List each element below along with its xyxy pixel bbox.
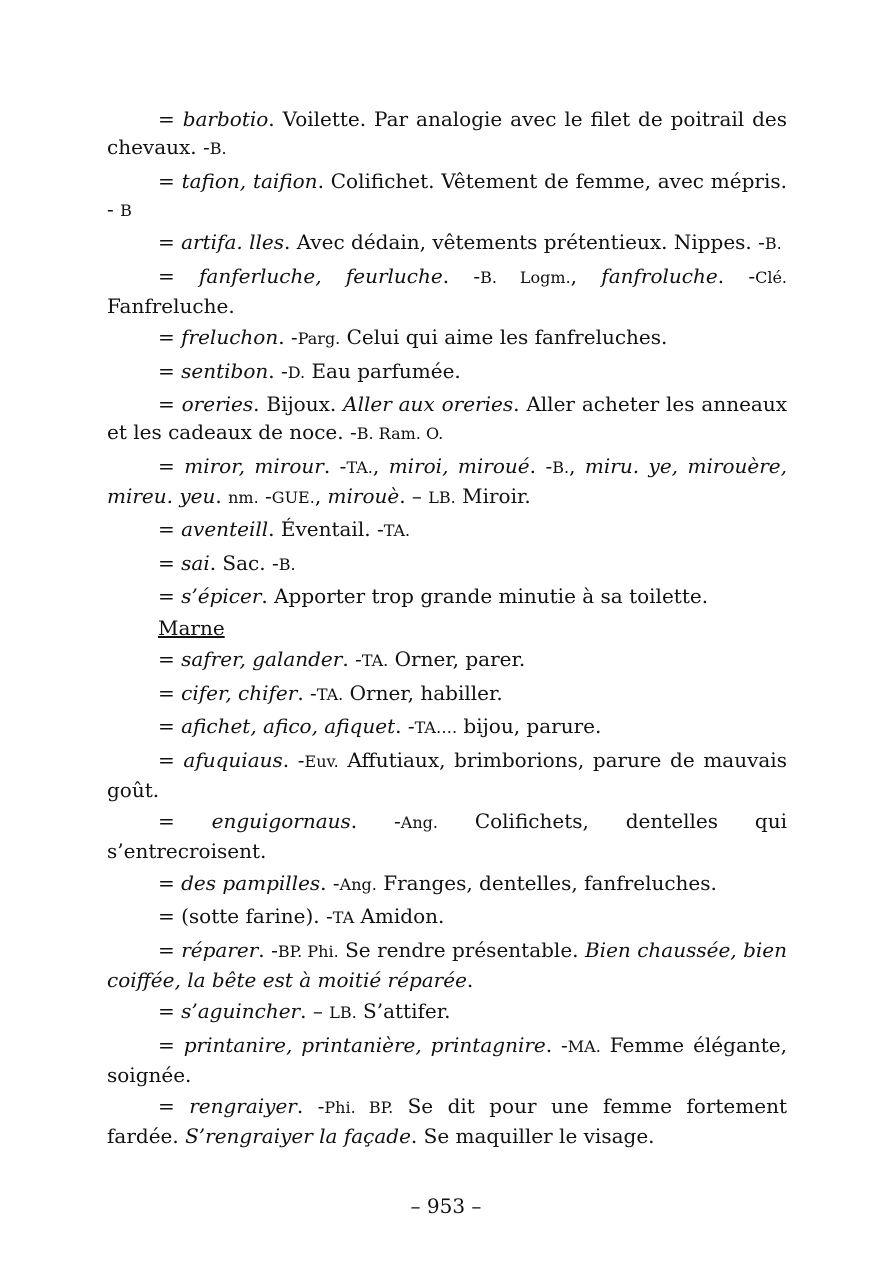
entry-text: = [158,517,182,541]
entry-source-abbrev: B [120,200,132,220]
entry-text: . - [350,809,401,833]
dictionary-entry [107,582,787,610]
entry-source-abbrev: TA. [316,684,344,704]
entry-text: . Se maquiller le visage. [410,1124,655,1148]
entry-text: Miroir. [455,483,531,508]
dictionary-entry [107,902,787,932]
entry-italic-text: rengraiyer [189,1094,297,1118]
entry-text: , [569,453,585,478]
entry-italic-text: S’rengraiyer la façade [185,1124,411,1148]
entry-italic-text: freluchon [181,325,279,349]
entry-source-abbrev: B. Logm. [480,267,571,287]
entry-text: bijou, parure. [457,714,602,738]
entry-text: Franges, dentelles, fanfreluches. [376,870,717,895]
entry-text: = [158,584,182,608]
entry-italic-text: oreries [181,392,254,416]
entry-text: . - [296,1094,325,1118]
entry-text: . Aller acheter les anneaux et les cadeaux de noce. - [107,392,787,444]
entry-text: . - [320,870,340,895]
entry-text: S’attifer. [356,999,451,1023]
dictionary-entry [107,936,787,994]
entry-text: . - [297,680,317,705]
dictionary-text-block [107,105,787,1154]
entry-text: , [570,263,602,288]
entry-text: . - [395,714,415,738]
entry-text: - [258,483,272,508]
entry-italic-text: sentibon [181,358,269,383]
entry-text: . – [399,483,429,508]
entry-source-abbrev: BP. Phi. [277,941,339,961]
dictionary-entry [107,390,787,448]
dictionary-entry [107,997,787,1027]
entry-text: , [314,483,328,508]
entry-text: = [158,263,200,288]
entry-italic-text: cifer, chifer [181,680,298,705]
entry-text: = [158,1094,190,1118]
entry-text: = [158,714,182,738]
entry-source-abbrev: nm. [228,487,259,507]
entry-italic-text: Bien chaussée, bien coiffée, la bête est à moitié réparée [107,937,788,992]
dictionary-entry [107,1092,787,1150]
entry-italic-text: réparer [181,937,259,962]
dictionary-entry [107,869,787,899]
entry-text: Eau parfumée. [305,358,461,383]
entry-text: . - [442,263,481,288]
dictionary-entry [107,515,787,545]
entry-source-abbrev: MA. [567,1036,601,1056]
entry-text: = [158,937,182,962]
entry-source-abbrev: B. [209,139,227,158]
dictionary-entry [107,549,787,579]
entry-source-abbrev: Clé. [755,267,787,287]
entry-text: . Bijoux. [253,392,344,416]
entry-text: . Colifichet. Vêtement de femme, avec mépris. - [107,168,787,221]
entry-italic-text: s’aguincher [181,999,301,1023]
entry-text: . [466,967,474,992]
dictionary-entry [107,262,787,320]
entry-text: = [158,392,182,416]
dictionary-entry [107,228,787,258]
entry-text: . - [258,937,278,962]
entry-text: Fanfreluche. [107,293,235,318]
dictionary-entry [107,807,787,865]
entry-source-abbrev: B. [278,554,296,574]
entry-text: Femme élégante, soignée. [107,1032,787,1087]
entry-italic-text: des pampilles [181,870,321,895]
page-number: – 953 – [410,1194,482,1218]
entry-text: = [158,680,182,705]
entry-source-abbrev: Phi. BP. [324,1098,394,1117]
entry-text: . - [342,647,362,671]
section-heading [107,614,787,642]
entry-italic-text: mirouè [327,483,400,508]
entry-text: . - [529,453,553,478]
entry-italic-text: tafion, taifion [181,168,318,193]
entry-italic-text: barbotio [182,107,269,131]
entry-text: = [158,870,182,895]
entry-text: . - [323,453,347,478]
entry-text: . - [717,263,756,288]
dictionary-entry [107,1031,787,1089]
dictionary-entry [107,645,787,675]
entry-source-abbrev: LB. [428,487,456,507]
entry-text: Orner, habiller. [343,680,503,705]
entry-italic-text: fanfroluche [601,263,718,288]
entry-text: Se rendre présentable. [338,937,585,962]
entry-text: . - [545,1032,568,1057]
entry-source-abbrev: TA. [346,457,373,477]
entry-text: = [158,647,182,671]
entry-source-abbrev: B. [552,457,570,477]
entry-text: . Apporter trop grande minutie à sa toilette. [261,584,709,608]
entry-text: = [158,230,182,254]
entry-source-abbrev: Ang. [339,874,377,894]
entry-source-abbrev: GUE. [271,487,315,507]
entry-text: = [158,809,212,833]
entry-text: Marne [158,615,225,640]
entry-italic-text: sai [181,550,210,575]
entry-italic-text: safrer, galander [181,647,343,671]
entry-text: = [158,325,182,349]
entry-text: . Sac. - [209,550,279,575]
entry-italic-text: miror, mirour [184,453,324,478]
entry-text: . - [282,747,305,772]
dictionary-entry [107,323,787,353]
entry-source-abbrev: TA…. [414,718,458,737]
dictionary-entry [107,452,787,512]
entry-text: . [215,483,229,508]
entry-text: = [158,999,182,1023]
entry-italic-text: afuquiaus [183,747,283,772]
entry-text: . Éventail. - [268,517,384,541]
entry-source-abbrev: Ang. [400,813,438,832]
entry-italic-text: Aller aux oreries [343,392,514,416]
entry-text: , [372,453,389,478]
entry-text: . Avec dédain, vêtements prétentieux. Nippes. - [283,230,765,254]
entry-text: = (sotte farine). - [158,904,333,928]
entry-text: . - [268,358,288,383]
entry-text: Se dit pour une femme fortement fardée. [107,1094,787,1148]
entry-text: = [158,1032,184,1057]
entry-text: Celui qui aime les fanfreluches. [340,325,668,349]
entry-text: Amidon. [354,904,445,928]
entry-text: = [158,168,182,193]
entry-text: Affutiaux, brimborions, parure de mauvais goût. [107,747,787,802]
entry-source-abbrev: Parg. [297,329,341,348]
entry-text: . - [278,325,298,349]
entry-italic-text: artifa. lles [181,230,284,254]
entry-italic-text: aventeill [181,517,269,541]
entry-text: . – [300,999,330,1023]
entry-text: = [158,107,183,131]
entry-source-abbrev: TA. [361,651,389,670]
entry-text: Colifichets, dentelles qui s’entrecroisent. [107,809,787,863]
entry-italic-text: miru. ye, mirouère, mireu. yeu [107,453,787,508]
entry-source-abbrev: LB. [329,1003,357,1022]
dictionary-entry [107,746,787,804]
entry-italic-text: printanire, printanière, printagnire [183,1032,546,1057]
dictionary-entry [107,167,787,225]
entry-text: = [158,747,184,772]
entry-text: . Voilette. Par analogie avec le filet de poitrail des chevaux. - [107,107,787,159]
entry-text: = [158,453,185,478]
entry-italic-text: enguigornaus [211,809,351,833]
entry-source-abbrev: Euv. [304,751,339,771]
dictionary-entry [107,357,787,387]
entry-italic-text: afichet, afico, afiquet [181,714,396,738]
dictionary-entry [107,679,787,709]
dictionary-entry [107,105,787,163]
entry-source-abbrev: B. Ram. O. [356,424,444,443]
entry-source-abbrev: D. [287,362,306,382]
entry-text: = [158,358,182,383]
entry-source-abbrev: TA [332,908,355,927]
entry-text: Orner, parer. [388,647,526,671]
entry-text: = [158,550,182,575]
entry-source-abbrev: TA. [383,521,411,540]
entry-italic-text: s’épicer [181,584,262,608]
dictionary-entry [107,712,787,742]
entry-italic-text: fanferluche, feurluche [199,263,443,288]
entry-italic-text: miroi, miroué [388,453,530,478]
entry-source-abbrev: B. [764,234,782,253]
